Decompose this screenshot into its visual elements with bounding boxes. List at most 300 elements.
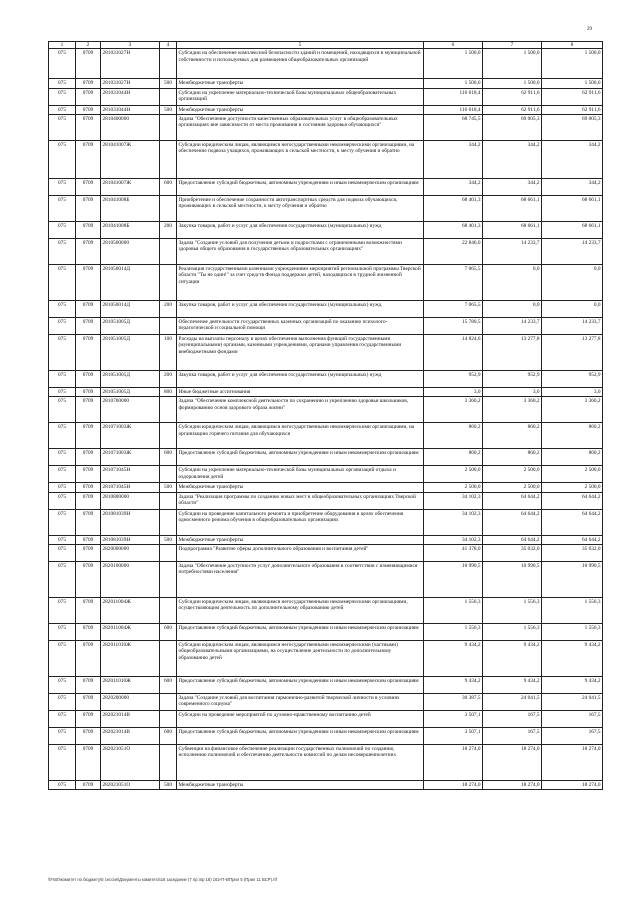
amount-year2-cell: 18 274,0 bbox=[483, 781, 542, 790]
expense-type-cell: 100 bbox=[160, 335, 177, 371]
target-article-cell: 281031027Н bbox=[101, 79, 160, 88]
name-cell: Предоставление субсидий бюджетным, автономным учреждениям и иным некоммерческим организациям bbox=[177, 728, 424, 745]
name-cell: Подпрограмма "Развитие сферы дополнительного образования и воспитания детей" bbox=[177, 545, 424, 562]
amount-year2-cell: 167,5 bbox=[483, 728, 542, 745]
amount-year1-cell: 860,2 bbox=[424, 449, 483, 466]
amount-year1-cell: 18 274,0 bbox=[424, 781, 483, 790]
ved-cell: 075 bbox=[49, 141, 76, 179]
expense-type-cell bbox=[160, 492, 177, 509]
section-cell: 0709 bbox=[76, 423, 101, 449]
target-article-cell: 282011010Ж bbox=[101, 641, 160, 677]
target-article-cell: 281031027Н bbox=[101, 49, 160, 79]
amount-year1-cell: 34 102,3 bbox=[424, 509, 483, 535]
section-cell: 0709 bbox=[76, 624, 101, 641]
expense-type-cell: 200 bbox=[160, 371, 177, 388]
page-number: 29 bbox=[587, 27, 592, 32]
expense-type-cell: 500 bbox=[160, 105, 177, 114]
amount-year1-cell: 344,2 bbox=[424, 179, 483, 196]
amount-year3-cell: 3,0 bbox=[542, 388, 603, 397]
target-article-cell: 281051005Д bbox=[101, 388, 160, 397]
name-cell: Закупка товаров, работ и услуг для обеспечения государственных (муниципальных) нужд bbox=[177, 222, 424, 239]
name-cell: Субсидии на проведение капитального ремонта и приобретение оборудования в целях обеспечения односменного режима обучения в общеобразовательных организациях bbox=[177, 509, 424, 535]
ved-cell: 075 bbox=[49, 239, 76, 265]
amount-year2-cell: 0,0 bbox=[483, 265, 542, 301]
expense-type-cell: 500 bbox=[160, 79, 177, 88]
ved-cell: 075 bbox=[49, 562, 76, 598]
section-cell: 0709 bbox=[76, 677, 101, 694]
section-cell: 0709 bbox=[76, 545, 101, 562]
expense-type-cell: 500 bbox=[160, 535, 177, 544]
amount-year3-cell: 1 500,0 bbox=[542, 49, 603, 79]
section-cell: 0709 bbox=[76, 598, 101, 624]
amount-year3-cell: 10 990,5 bbox=[542, 562, 603, 598]
column-header: 5 bbox=[177, 42, 424, 49]
name-cell: Задача "Создание условий для воспитания гармонично-развитой творческой личности в условиях современного социума" bbox=[177, 694, 424, 711]
section-cell: 0709 bbox=[76, 115, 101, 141]
section-cell: 0709 bbox=[76, 728, 101, 745]
section-cell: 0709 bbox=[76, 222, 101, 239]
amount-year2-cell: 35 032,0 bbox=[483, 545, 542, 562]
section-cell: 0709 bbox=[76, 535, 101, 544]
amount-year2-cell: 24 041,5 bbox=[483, 694, 542, 711]
table-body bbox=[49, 49, 603, 790]
table-row bbox=[49, 745, 603, 781]
amount-year3-cell: 1 556,3 bbox=[542, 598, 603, 624]
amount-year2-cell: 9 434,2 bbox=[483, 677, 542, 694]
ved-cell: 075 bbox=[49, 115, 76, 141]
table-row bbox=[49, 483, 603, 492]
name-cell: Предоставление субсидий бюджетным, автономным учреждениям и иным некоммерческим организациям bbox=[177, 624, 424, 641]
section-cell: 0709 bbox=[76, 335, 101, 371]
section-cell: 0709 bbox=[76, 318, 101, 335]
target-article-cell: 281051005Д bbox=[101, 318, 160, 335]
expense-type-cell: 600 bbox=[160, 179, 177, 196]
amount-year3-cell: 62 911,6 bbox=[542, 88, 603, 105]
ved-cell: 075 bbox=[49, 728, 76, 745]
amount-year1-cell: 3 507,1 bbox=[424, 728, 483, 745]
amount-year3-cell: 0,0 bbox=[542, 301, 603, 318]
amount-year2-cell: 2 500,0 bbox=[483, 466, 542, 483]
section-cell: 0709 bbox=[76, 711, 101, 728]
section-cell: 0709 bbox=[76, 397, 101, 423]
amount-year2-cell: 14 233,7 bbox=[483, 239, 542, 265]
section-cell: 0709 bbox=[76, 265, 101, 301]
section-cell: 0709 bbox=[76, 492, 101, 509]
amount-year3-cell: 18 274,0 bbox=[542, 781, 603, 790]
name-cell: Обеспечение деятельности государственных казенных организаций по оказанию психолого-педагогической и социальной помощи bbox=[177, 318, 424, 335]
target-article-cell: 281071003Ж bbox=[101, 449, 160, 466]
amount-year3-cell: 0,0 bbox=[542, 265, 603, 301]
amount-year2-cell: 1 500,0 bbox=[483, 49, 542, 79]
name-cell: Задача "Обеспечение доступности услуг дополнительного образования в соответствии с изменяющимися потребностями населения" bbox=[177, 562, 424, 598]
column-header: 2 bbox=[76, 42, 101, 49]
section-cell: 0709 bbox=[76, 781, 101, 790]
expense-type-cell: 600 bbox=[160, 624, 177, 641]
amount-year3-cell: 9 434,2 bbox=[542, 641, 603, 677]
target-article-cell: 282021014В bbox=[101, 711, 160, 728]
target-article-cell: 282021051О bbox=[101, 781, 160, 790]
amount-year1-cell: 15 780,5 bbox=[424, 318, 483, 335]
target-article-cell: 282021014В bbox=[101, 728, 160, 745]
ved-cell: 075 bbox=[49, 301, 76, 318]
amount-year1-cell: 3,0 bbox=[424, 388, 483, 397]
column-number-row bbox=[49, 42, 603, 49]
name-cell: Задача "Создание условий для получения детьми и подростками с ограниченными возможностями здоровья общего образования в государственных образовательных организациях" bbox=[177, 239, 424, 265]
amount-year1-cell: 7 065,5 bbox=[424, 265, 483, 301]
amount-year3-cell: 860,2 bbox=[542, 423, 603, 449]
table-row bbox=[49, 641, 603, 677]
expense-type-cell bbox=[160, 115, 177, 141]
section-cell: 0709 bbox=[76, 449, 101, 466]
amount-year1-cell: 952,9 bbox=[424, 371, 483, 388]
amount-year3-cell: 14 233,7 bbox=[542, 318, 603, 335]
amount-year3-cell: 952,9 bbox=[542, 371, 603, 388]
ved-cell: 075 bbox=[49, 79, 76, 88]
target-article-cell: 281081039Н bbox=[101, 535, 160, 544]
amount-year2-cell: 64 644,2 bbox=[483, 509, 542, 535]
expense-type-cell: 600 bbox=[160, 677, 177, 694]
section-cell: 0709 bbox=[76, 641, 101, 677]
amount-year2-cell: 62 911,6 bbox=[483, 105, 542, 114]
ved-cell: 075 bbox=[49, 49, 76, 79]
name-cell: Субвенции на финансовое обеспечение реализации государственных полномочий по созданию, исполнению полномочий и обеспечению деятельности комиссий по делам несовершеннолетних bbox=[177, 745, 424, 781]
name-cell: Субсидии на проведение мероприятий по духовно-нравственному воспитанию детей bbox=[177, 711, 424, 728]
expense-type-cell bbox=[160, 598, 177, 624]
amount-year3-cell: 344,2 bbox=[542, 179, 603, 196]
amount-year3-cell: 2 500,0 bbox=[542, 466, 603, 483]
amount-year2-cell: 1 500,0 bbox=[483, 79, 542, 88]
name-cell: Предоставление субсидий бюджетным, автономным учреждениям и иным некоммерческим организациям bbox=[177, 677, 424, 694]
target-article-cell: 282021051О bbox=[101, 745, 160, 781]
ved-cell: 075 bbox=[49, 222, 76, 239]
ved-cell: 075 bbox=[49, 466, 76, 483]
name-cell: Задача "Реализация программы по созданию новых мест в общеобразовательных организациях Тверской области" bbox=[177, 492, 424, 509]
column-header: 7 bbox=[483, 42, 542, 49]
amount-year3-cell: 3 360,2 bbox=[542, 397, 603, 423]
name-cell: Закупка товаров, работ и услуг для обеспечения государственных (муниципальных) нужд bbox=[177, 371, 424, 388]
name-cell: Межбюджетные трансферты bbox=[177, 535, 424, 544]
target-article-cell: 281041007Ж bbox=[101, 179, 160, 196]
name-cell: Приобретение и обеспечение сохранности автотранспортных средств для подвоза обучающихся, проживающих в сельской местности, к месту обучения и обратно bbox=[177, 196, 424, 222]
amount-year2-cell: 167,5 bbox=[483, 711, 542, 728]
target-article-cell: 281071045Н bbox=[101, 466, 160, 483]
section-cell: 0709 bbox=[76, 509, 101, 535]
name-cell: Субсидии юридическим лицам, являющимся негосударственными некоммерческими организациями, на организацию горячего питания для обучающихся bbox=[177, 423, 424, 449]
ved-cell: 075 bbox=[49, 641, 76, 677]
table-row bbox=[49, 397, 603, 423]
amount-year3-cell: 64 644,2 bbox=[542, 492, 603, 509]
table-row bbox=[49, 222, 603, 239]
target-article-cell: 2810800000 bbox=[101, 492, 160, 509]
expense-type-cell bbox=[160, 239, 177, 265]
section-cell: 0709 bbox=[76, 562, 101, 598]
table-row bbox=[49, 115, 603, 141]
amount-year1-cell: 30 387,5 bbox=[424, 694, 483, 711]
table-row bbox=[49, 141, 603, 179]
expense-type-cell bbox=[160, 562, 177, 598]
amount-year1-cell: 1 500,0 bbox=[424, 49, 483, 79]
amount-year3-cell: 64 644,2 bbox=[542, 509, 603, 535]
name-cell: Субсидии на укрепление материально-технической базы муниципальных организаций отдыха и оздоровления детей bbox=[177, 466, 424, 483]
target-article-cell: 2820100000 bbox=[101, 562, 160, 598]
table-row bbox=[49, 562, 603, 598]
target-article-cell: 281041008Б bbox=[101, 222, 160, 239]
target-article-cell: 282011004Ж bbox=[101, 624, 160, 641]
amount-year1-cell: 18 274,0 bbox=[424, 745, 483, 781]
table-row bbox=[49, 388, 603, 397]
section-cell: 0709 bbox=[76, 371, 101, 388]
ved-cell: 075 bbox=[49, 179, 76, 196]
name-cell: Иные бюджетные ассигнования bbox=[177, 388, 424, 397]
amount-year3-cell: 69 005,3 bbox=[542, 115, 603, 141]
target-article-cell: 2810500000 bbox=[101, 239, 160, 265]
ved-cell: 075 bbox=[49, 388, 76, 397]
table-row bbox=[49, 535, 603, 544]
table-row bbox=[49, 79, 603, 88]
amount-year2-cell: 344,2 bbox=[483, 179, 542, 196]
ved-cell: 075 bbox=[49, 694, 76, 711]
amount-year2-cell: 9 434,2 bbox=[483, 641, 542, 677]
table-row bbox=[49, 335, 603, 371]
ved-cell: 075 bbox=[49, 397, 76, 423]
table-row bbox=[49, 179, 603, 196]
expense-type-cell bbox=[160, 423, 177, 449]
amount-year1-cell: 860,2 bbox=[424, 423, 483, 449]
name-cell: Предоставление субсидий бюджетным, автономным учреждениям и иным некоммерческим организациям bbox=[177, 449, 424, 466]
name-cell: Задача "Обеспечение доступности качественных образовательных услуг в общеобразовательных организациях вне зависимости от места проживания и состояния здоровья обучающихся" bbox=[177, 115, 424, 141]
table-row bbox=[49, 509, 603, 535]
amount-year1-cell: 2 500,0 bbox=[424, 483, 483, 492]
amount-year3-cell: 344,2 bbox=[542, 141, 603, 179]
target-article-cell: 281050014Д bbox=[101, 265, 160, 301]
target-article-cell: 281071045Н bbox=[101, 483, 160, 492]
table-row bbox=[49, 624, 603, 641]
amount-year2-cell: 68 661,1 bbox=[483, 196, 542, 222]
amount-year1-cell: 10 990,5 bbox=[424, 562, 483, 598]
section-cell: 0709 bbox=[76, 239, 101, 265]
amount-year1-cell: 1 556,3 bbox=[424, 598, 483, 624]
budget-table bbox=[48, 41, 603, 790]
table-row bbox=[49, 105, 603, 114]
ved-cell: 075 bbox=[49, 624, 76, 641]
amount-year2-cell: 860,2 bbox=[483, 423, 542, 449]
name-cell: Субсидии юридическим лицам, являющимся негосударственными некоммерческими (частными) общеобразовательными организациями, на осуществление деятельности по дополнительному образованию детей bbox=[177, 641, 424, 677]
amount-year3-cell: 35 032,0 bbox=[542, 545, 603, 562]
amount-year2-cell: 68 661,1 bbox=[483, 222, 542, 239]
expense-type-cell bbox=[160, 641, 177, 677]
amount-year2-cell: 860,2 bbox=[483, 449, 542, 466]
target-article-cell: 281081039Н bbox=[101, 509, 160, 535]
target-article-cell: 281041008Б bbox=[101, 196, 160, 222]
expense-type-cell bbox=[160, 694, 177, 711]
expense-type-cell: 200 bbox=[160, 222, 177, 239]
column-header: 1 bbox=[49, 42, 76, 49]
amount-year1-cell: 2 500,0 bbox=[424, 466, 483, 483]
section-cell: 0709 bbox=[76, 483, 101, 492]
amount-year1-cell: 14 824,6 bbox=[424, 335, 483, 371]
section-cell: 0709 bbox=[76, 179, 101, 196]
table-row bbox=[49, 239, 603, 265]
ved-cell: 075 bbox=[49, 677, 76, 694]
amount-year1-cell: 1 500,0 bbox=[424, 79, 483, 88]
section-cell: 0709 bbox=[76, 196, 101, 222]
amount-year2-cell: 64 644,2 bbox=[483, 492, 542, 509]
ved-cell: 075 bbox=[49, 745, 76, 781]
name-cell: Субсидии на укрепление материально-технической базы муниципальных общеобразовательных организаций bbox=[177, 88, 424, 105]
expense-type-cell bbox=[160, 318, 177, 335]
ved-cell: 075 bbox=[49, 598, 76, 624]
name-cell: Предоставление субсидий бюджетным, автономным учреждениям и иным некоммерческим организациям bbox=[177, 179, 424, 196]
amount-year3-cell: 18 274,0 bbox=[542, 745, 603, 781]
target-article-cell: 281031044Н bbox=[101, 88, 160, 105]
amount-year1-cell: 9 434,2 bbox=[424, 677, 483, 694]
amount-year3-cell: 9 434,2 bbox=[542, 677, 603, 694]
ved-cell: 075 bbox=[49, 423, 76, 449]
ved-cell: 075 bbox=[49, 196, 76, 222]
amount-year3-cell: 13 277,8 bbox=[542, 335, 603, 371]
column-header: 4 bbox=[160, 42, 177, 49]
amount-year1-cell: 34 102,3 bbox=[424, 535, 483, 544]
expense-type-cell bbox=[160, 49, 177, 79]
amount-year2-cell: 1 556,3 bbox=[483, 624, 542, 641]
table-row bbox=[49, 49, 603, 79]
amount-year2-cell: 69 005,3 bbox=[483, 115, 542, 141]
amount-year3-cell: 64 644,2 bbox=[542, 535, 603, 544]
amount-year3-cell: 14 233,7 bbox=[542, 239, 603, 265]
target-article-cell: 281031044Н bbox=[101, 105, 160, 114]
amount-year2-cell: 18 274,0 bbox=[483, 745, 542, 781]
amount-year1-cell: 3 507,1 bbox=[424, 711, 483, 728]
target-article-cell: 2820000000 bbox=[101, 545, 160, 562]
name-cell: Субсидии юридическим лицам, являющимся негосударственными некоммерческими организациями, осуществляющим деятельность по дополнительному образованию детей bbox=[177, 598, 424, 624]
target-article-cell: 281071003Ж bbox=[101, 423, 160, 449]
name-cell: Закупка товаров, работ и услуг для обеспечения государственных (муниципальных) нужд bbox=[177, 301, 424, 318]
amount-year1-cell: 344,2 bbox=[424, 141, 483, 179]
amount-year1-cell: 34 102,3 bbox=[424, 492, 483, 509]
expense-type-cell bbox=[160, 397, 177, 423]
ved-cell: 075 bbox=[49, 535, 76, 544]
amount-year3-cell: 62 911,6 bbox=[542, 105, 603, 114]
table-row bbox=[49, 545, 603, 562]
table-row bbox=[49, 371, 603, 388]
name-cell: Межбюджетные трансферты bbox=[177, 781, 424, 790]
amount-year1-cell: 22 846,0 bbox=[424, 239, 483, 265]
target-article-cell: 281051005Д bbox=[101, 335, 160, 371]
table-row bbox=[49, 196, 603, 222]
expense-type-cell bbox=[160, 545, 177, 562]
expense-type-cell bbox=[160, 745, 177, 781]
table-row bbox=[49, 88, 603, 105]
amount-year2-cell: 344,2 bbox=[483, 141, 542, 179]
name-cell: Межбюджетные трансферты bbox=[177, 105, 424, 114]
table-row bbox=[49, 598, 603, 624]
table-row bbox=[49, 265, 603, 301]
amount-year2-cell: 14 233,7 bbox=[483, 318, 542, 335]
amount-year2-cell: 952,9 bbox=[483, 371, 542, 388]
amount-year3-cell: 24 041,5 bbox=[542, 694, 603, 711]
amount-year1-cell: 3 360,2 bbox=[424, 397, 483, 423]
amount-year2-cell: 2 500,0 bbox=[483, 483, 542, 492]
amount-year3-cell: 860,2 bbox=[542, 449, 603, 466]
amount-year2-cell: 1 556,3 bbox=[483, 598, 542, 624]
amount-year3-cell: 2 500,0 bbox=[542, 483, 603, 492]
expense-type-cell: 500 bbox=[160, 781, 177, 790]
section-cell: 0709 bbox=[76, 466, 101, 483]
ved-cell: 075 bbox=[49, 449, 76, 466]
section-cell: 0709 bbox=[76, 745, 101, 781]
table-row bbox=[49, 318, 603, 335]
table-row bbox=[49, 781, 603, 790]
column-header: 8 bbox=[542, 42, 603, 49]
expense-type-cell: 500 bbox=[160, 483, 177, 492]
target-article-cell: 282011004Ж bbox=[101, 598, 160, 624]
ved-cell: 075 bbox=[49, 105, 76, 114]
section-cell: 0709 bbox=[76, 301, 101, 318]
amount-year3-cell: 1 500,0 bbox=[542, 79, 603, 88]
target-article-cell: 282011010Ж bbox=[101, 677, 160, 694]
amount-year1-cell: 68 401,3 bbox=[424, 222, 483, 239]
amount-year2-cell: 62 911,6 bbox=[483, 88, 542, 105]
target-article-cell: 281041007Ж bbox=[101, 141, 160, 179]
name-cell: Реализация государственными казенными учреждениями мероприятий региональной программы Тверской области "Ты не один!" за счет средств Фонда поддержки детей, находящихся в трудной жизненной ситуации bbox=[177, 265, 424, 301]
amount-year3-cell: 1 556,3 bbox=[542, 624, 603, 641]
target-article-cell: 281051005Д bbox=[101, 371, 160, 388]
name-cell: Субсидии на обеспечение комплексной безопасности зданий и помещений, находящихся в муниципальной собственности и используемых для размещения общеобразовательных организаций bbox=[177, 49, 424, 79]
amount-year3-cell: 68 661,1 bbox=[542, 222, 603, 239]
amount-year1-cell: 7 065,5 bbox=[424, 301, 483, 318]
table-row bbox=[49, 423, 603, 449]
target-article-cell: 2810700000 bbox=[101, 397, 160, 423]
column-header: 6 bbox=[424, 42, 483, 49]
amount-year2-cell: 13 277,8 bbox=[483, 335, 542, 371]
section-cell: 0709 bbox=[76, 105, 101, 114]
amount-year2-cell: 0,0 bbox=[483, 301, 542, 318]
name-cell: Задача "Обеспечение комплексной деятельности по сохранению и укреплению здоровья школьников, формированию основ здорового образа жизни" bbox=[177, 397, 424, 423]
section-cell: 0709 bbox=[76, 49, 101, 79]
expense-type-cell bbox=[160, 509, 177, 535]
ved-cell: 075 bbox=[49, 509, 76, 535]
section-cell: 0709 bbox=[76, 88, 101, 105]
target-article-cell: 2820200000 bbox=[101, 694, 160, 711]
amount-year2-cell: 10 990,5 bbox=[483, 562, 542, 598]
table-row bbox=[49, 449, 603, 466]
amount-year1-cell: 9 434,2 bbox=[424, 641, 483, 677]
name-cell: Межбюджетные трансферты bbox=[177, 79, 424, 88]
ved-cell: 075 bbox=[49, 88, 76, 105]
target-article-cell: 281050014Д bbox=[101, 301, 160, 318]
amount-year1-cell: 68 745,5 bbox=[424, 115, 483, 141]
expense-type-cell: 800 bbox=[160, 388, 177, 397]
ved-cell: 075 bbox=[49, 781, 76, 790]
table-row bbox=[49, 677, 603, 694]
table-row bbox=[49, 301, 603, 318]
expense-type-cell bbox=[160, 141, 177, 179]
expense-type-cell bbox=[160, 88, 177, 105]
ved-cell: 075 bbox=[49, 483, 76, 492]
name-cell: Субсидии юридическим лицам, являющимся негосударственными некоммерческими организациями, на обеспечение подвоза учащихся, проживающих в сельской местности, к месту обучения и обратно bbox=[177, 141, 424, 179]
expense-type-cell: 200 bbox=[160, 301, 177, 318]
column-header: 3 bbox=[101, 42, 160, 49]
section-cell: 0709 bbox=[76, 388, 101, 397]
amount-year1-cell: 116 618,4 bbox=[424, 88, 483, 105]
section-cell: 0709 bbox=[76, 79, 101, 88]
amount-year3-cell: 167,5 bbox=[542, 711, 603, 728]
target-article-cell: 2810400000 bbox=[101, 115, 160, 141]
ved-cell: 075 bbox=[49, 492, 76, 509]
amount-year2-cell: 3 360,2 bbox=[483, 397, 542, 423]
footer-file-path: \\Fs00\комитет по бюджету\6 сессия\Документы комитета\16 заседание (7 пр.\пр 18) 162-П-6\Прил 5 (Прил 11 ВСР).rtf bbox=[48, 877, 277, 882]
ved-cell: 075 bbox=[49, 371, 76, 388]
